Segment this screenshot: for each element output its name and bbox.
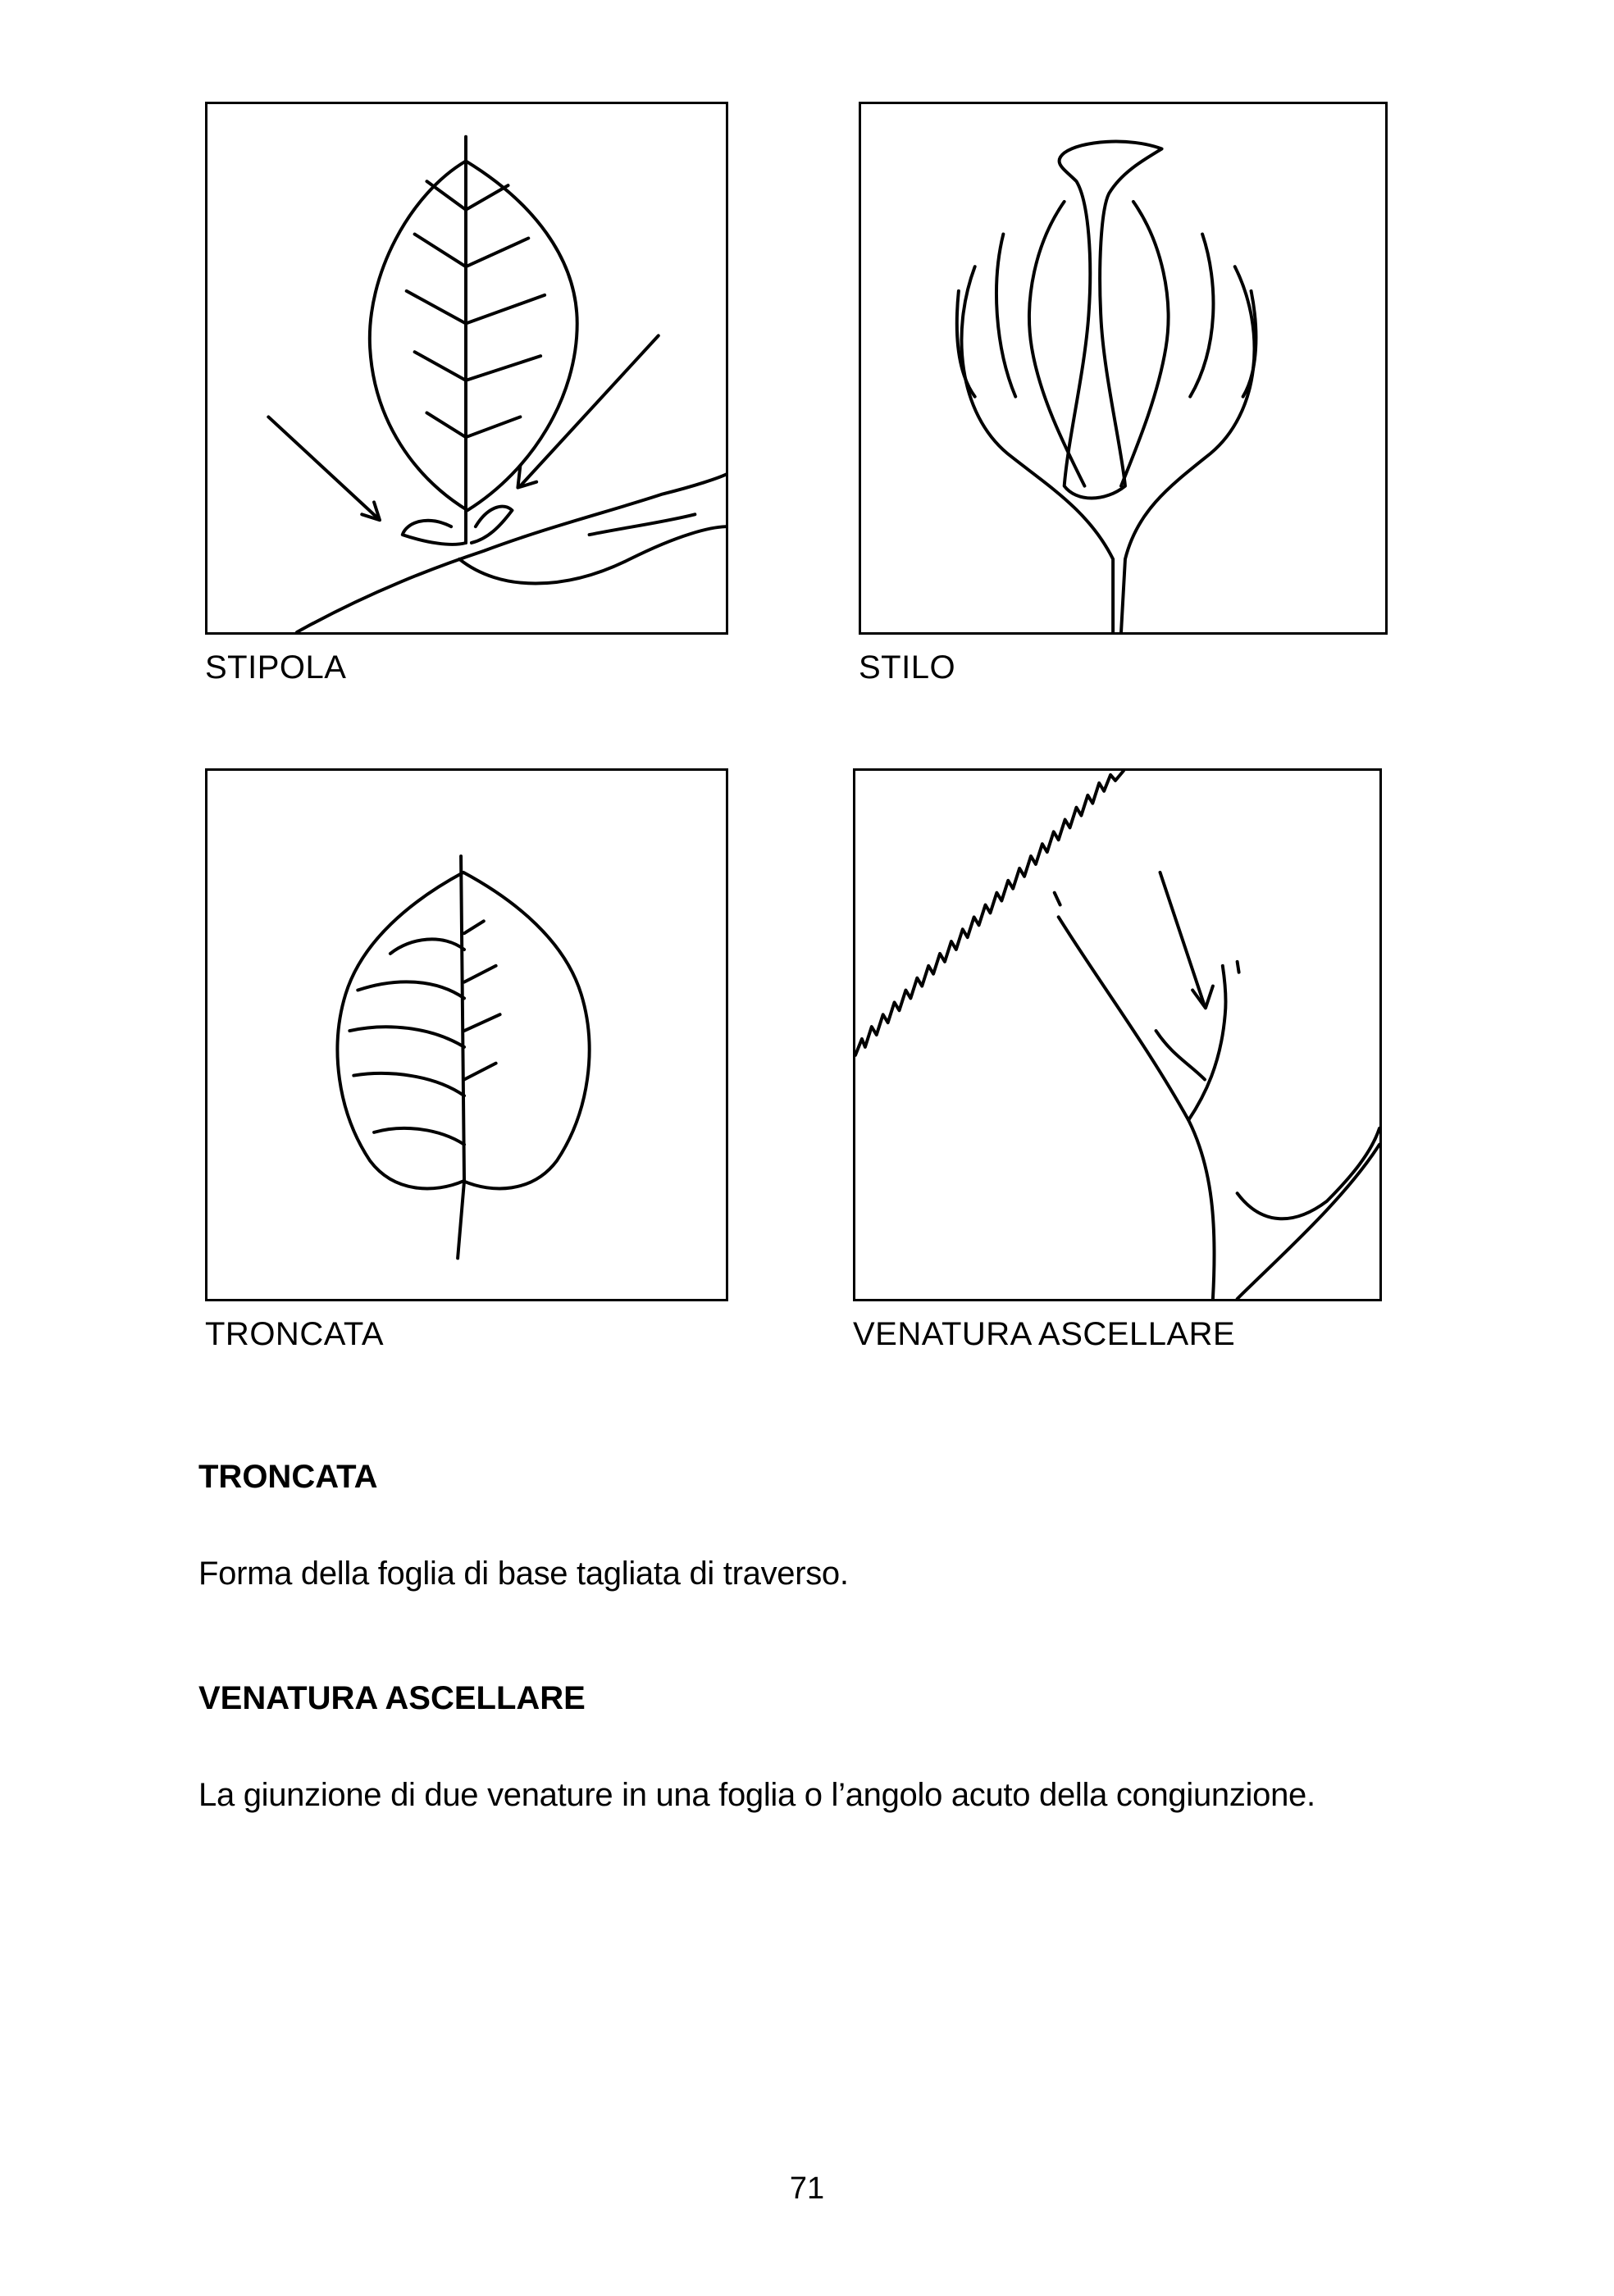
figure-stilo [859, 102, 1388, 635]
glossary-term-troncata: TRONCATA [198, 1459, 378, 1495]
figure-troncata [205, 768, 728, 1301]
flower-style-illustration [861, 104, 1385, 632]
figure-caption-stilo: STILO [859, 649, 956, 686]
figure-caption-venatura: VENATURA ASCELLARE [853, 1316, 1236, 1352]
truncate-leaf-illustration [207, 771, 726, 1299]
glossary-definition-venatura-ascellare: La giunzione di due venature in una foglia o l’angolo acuto della congiunzione. [198, 1777, 1315, 1813]
glossary-definition-troncata: Forma della foglia di base tagliata di traverso. [198, 1556, 849, 1592]
figure-venatura-ascellare [853, 768, 1382, 1301]
figure-caption-troncata: TRONCATA [205, 1316, 385, 1352]
stipule-leaf-illustration [207, 104, 726, 632]
glossary-term-venatura-ascellare: VENATURA ASCELLARE [198, 1680, 586, 1716]
vein-axil-illustration [855, 771, 1379, 1299]
page-number: 71 [789, 2171, 825, 2206]
figure-caption-stipola: STIPOLA [205, 649, 347, 686]
figure-stipola [205, 102, 728, 635]
